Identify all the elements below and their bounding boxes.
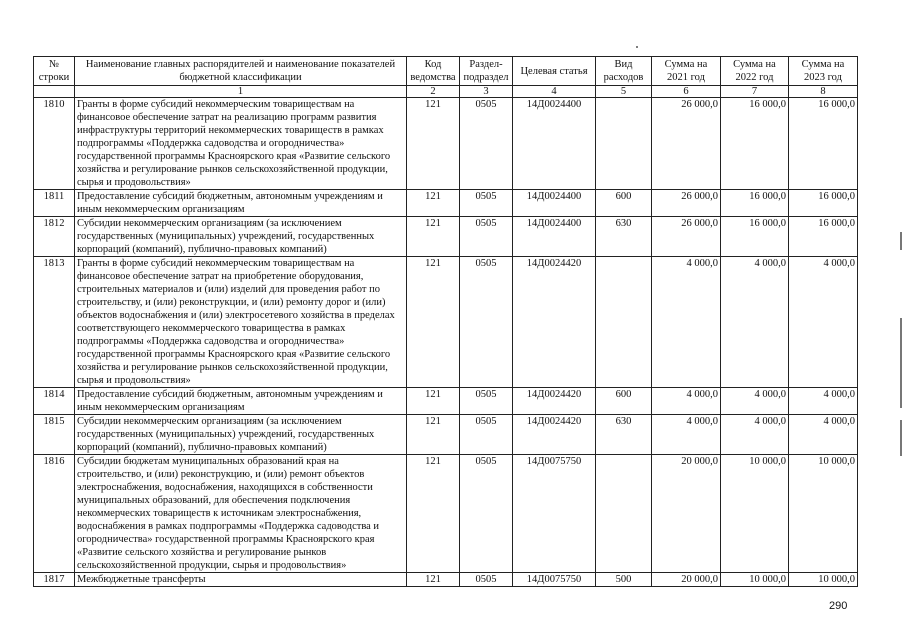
column-number: 8 (789, 86, 858, 98)
header-name: Наименование главных распорядителей и наименование показателей бюджетной классификации (75, 57, 407, 86)
row-number: 1816 (34, 455, 75, 573)
row-number: 1817 (34, 573, 75, 587)
row-sum-2023: 4 000,0 (789, 257, 858, 388)
row-sum-2022: 4 000,0 (721, 257, 789, 388)
row-target-article: 14Д0024400 (513, 217, 596, 257)
column-number: 7 (721, 86, 789, 98)
row-section: 0505 (460, 573, 513, 587)
row-expense-type (596, 455, 652, 573)
row-section: 0505 (460, 415, 513, 455)
row-name: Субсидии некоммерческим организациям (за исключением государственных (муниципальных) учреждений, государственных корпораций (компаний), публично-правовых компаний) (75, 415, 407, 455)
row-sum-2023: 4 000,0 (789, 415, 858, 455)
row-target-article: 14Д0075750 (513, 573, 596, 587)
header-section: Раздел-подраздел (460, 57, 513, 86)
row-expense-type (596, 98, 652, 190)
row-department-code: 121 (407, 190, 460, 217)
scan-artifact (636, 46, 638, 48)
row-sum-2023: 10 000,0 (789, 573, 858, 587)
column-number: 6 (652, 86, 721, 98)
scan-artifact (900, 318, 902, 408)
row-department-code: 121 (407, 455, 460, 573)
row-department-code: 121 (407, 388, 460, 415)
header-target-article: Целевая статья (513, 57, 596, 86)
row-section: 0505 (460, 217, 513, 257)
row-number: 1810 (34, 98, 75, 190)
row-number: 1811 (34, 190, 75, 217)
row-sum-2021: 26 000,0 (652, 98, 721, 190)
row-section: 0505 (460, 98, 513, 190)
row-name: Субсидии бюджетам муниципальных образований края на строительство, и (или) реконструкцию, и (или) ремонт объектов электроснабжения, водоснабжения, находящихся в собственности муниципальных образований, для обеспечения подключения некоммерческих товариществ к источникам электроснабжения, водоснабжения в рамках подпрограммы «Поддержка садоводства и огородничества» государственной программы Красноярского края «Развитие сельского хозяйства и регулирование рынков сельскохозяйственной продукции, сырья и продовольствия» (75, 455, 407, 573)
row-sum-2022: 16 000,0 (721, 217, 789, 257)
row-sum-2021: 4 000,0 (652, 257, 721, 388)
row-name: Субсидии некоммерческим организациям (за исключением государственных (муниципальных) учреждений, государственных корпораций (компаний), публично-правовых компаний) (75, 217, 407, 257)
row-number: 1814 (34, 388, 75, 415)
row-sum-2021: 26 000,0 (652, 217, 721, 257)
row-department-code: 121 (407, 98, 460, 190)
header-sum-2021: Сумма на 2021 год (652, 57, 721, 86)
row-expense-type: 630 (596, 217, 652, 257)
column-number: 3 (460, 86, 513, 98)
page-number: 290 (829, 600, 848, 612)
row-number: 1813 (34, 257, 75, 388)
header-sum-2022: Сумма на 2022 год (721, 57, 789, 86)
row-sum-2023: 4 000,0 (789, 388, 858, 415)
row-name: Межбюджетные трансферты (75, 573, 407, 587)
row-sum-2021: 26 000,0 (652, 190, 721, 217)
row-expense-type: 600 (596, 388, 652, 415)
row-section: 0505 (460, 190, 513, 217)
row-number: 1815 (34, 415, 75, 455)
row-sum-2021: 20 000,0 (652, 573, 721, 587)
table-row (34, 573, 858, 587)
column-number-row (34, 86, 858, 98)
row-expense-type: 630 (596, 415, 652, 455)
table-row (34, 388, 858, 415)
column-number: 1 (75, 86, 407, 98)
table-header-row (34, 57, 858, 86)
row-sum-2022: 16 000,0 (721, 190, 789, 217)
row-target-article: 14Д0075750 (513, 455, 596, 573)
header-sum-2023: Сумма на 2023 год (789, 57, 858, 86)
column-number: 5 (596, 86, 652, 98)
row-sum-2021: 20 000,0 (652, 455, 721, 573)
column-number (34, 86, 75, 98)
row-sum-2021: 4 000,0 (652, 388, 721, 415)
scan-artifact (900, 232, 902, 250)
row-expense-type: 600 (596, 190, 652, 217)
row-name: Предоставление субсидий бюджетным, автономным учреждениям и иным некоммерческим организациям (75, 190, 407, 217)
column-number: 4 (513, 86, 596, 98)
row-target-article: 14Д0024420 (513, 388, 596, 415)
header-row-number: № строки (34, 57, 75, 86)
row-section: 0505 (460, 455, 513, 573)
row-department-code: 121 (407, 257, 460, 388)
table-row (34, 190, 858, 217)
row-sum-2022: 4 000,0 (721, 388, 789, 415)
row-sum-2022: 16 000,0 (721, 98, 789, 190)
row-name: Гранты в форме субсидий некоммерческим товариществам на финансовое обеспечение затрат на реализацию программ развития инфраструктуры территорий некоммерческих товариществ в рамках подпрограммы «Поддержка садоводства и огородничества» государственной программы Красноярского края «Развитие сельского хозяйства и регулирование рынков сельскохозяйственной продукции, сырья и продовольствия» (75, 98, 407, 190)
table-row (34, 217, 858, 257)
row-section: 0505 (460, 257, 513, 388)
row-sum-2023: 16 000,0 (789, 190, 858, 217)
row-target-article: 14Д0024420 (513, 257, 596, 388)
budget-table (33, 56, 858, 587)
row-sum-2023: 10 000,0 (789, 455, 858, 573)
table-row (34, 455, 858, 573)
table-row (34, 257, 858, 388)
row-section: 0505 (460, 388, 513, 415)
row-sum-2023: 16 000,0 (789, 98, 858, 190)
row-sum-2022: 4 000,0 (721, 415, 789, 455)
row-target-article: 14Д0024420 (513, 415, 596, 455)
row-sum-2021: 4 000,0 (652, 415, 721, 455)
row-expense-type: 500 (596, 573, 652, 587)
row-number: 1812 (34, 217, 75, 257)
row-sum-2022: 10 000,0 (721, 573, 789, 587)
row-department-code: 121 (407, 573, 460, 587)
row-sum-2022: 10 000,0 (721, 455, 789, 573)
row-department-code: 121 (407, 217, 460, 257)
table-row (34, 98, 858, 190)
row-sum-2023: 16 000,0 (789, 217, 858, 257)
row-name: Гранты в форме субсидий некоммерческим товариществам на финансовое обеспечение затрат на приобретение оборудования, строительных материалов и (или) изделий для проведения работ по строительству, и (или) реконструкции, и (или) ремонту дорог и (или) объектов водоснабжения и (или) электросетевого хозяйства в пределах соответствующего некоммерческого товарищества в рамках подпрограммы «Поддержка садоводства и огородничества» государственной программы Красноярского края «Развитие сельского хозяйства и регулирование рынков сельскохозяйственной продукции, сырья и продовольствия» (75, 257, 407, 388)
scan-artifact (900, 420, 902, 456)
row-expense-type (596, 257, 652, 388)
column-number: 2 (407, 86, 460, 98)
row-name: Предоставление субсидий бюджетным, автономным учреждениям и иным некоммерческим организациям (75, 388, 407, 415)
table-row (34, 415, 858, 455)
row-target-article: 14Д0024400 (513, 98, 596, 190)
header-department-code: Код ведомства (407, 57, 460, 86)
row-department-code: 121 (407, 415, 460, 455)
header-expense-type: Вид расходов (596, 57, 652, 86)
row-target-article: 14Д0024400 (513, 190, 596, 217)
